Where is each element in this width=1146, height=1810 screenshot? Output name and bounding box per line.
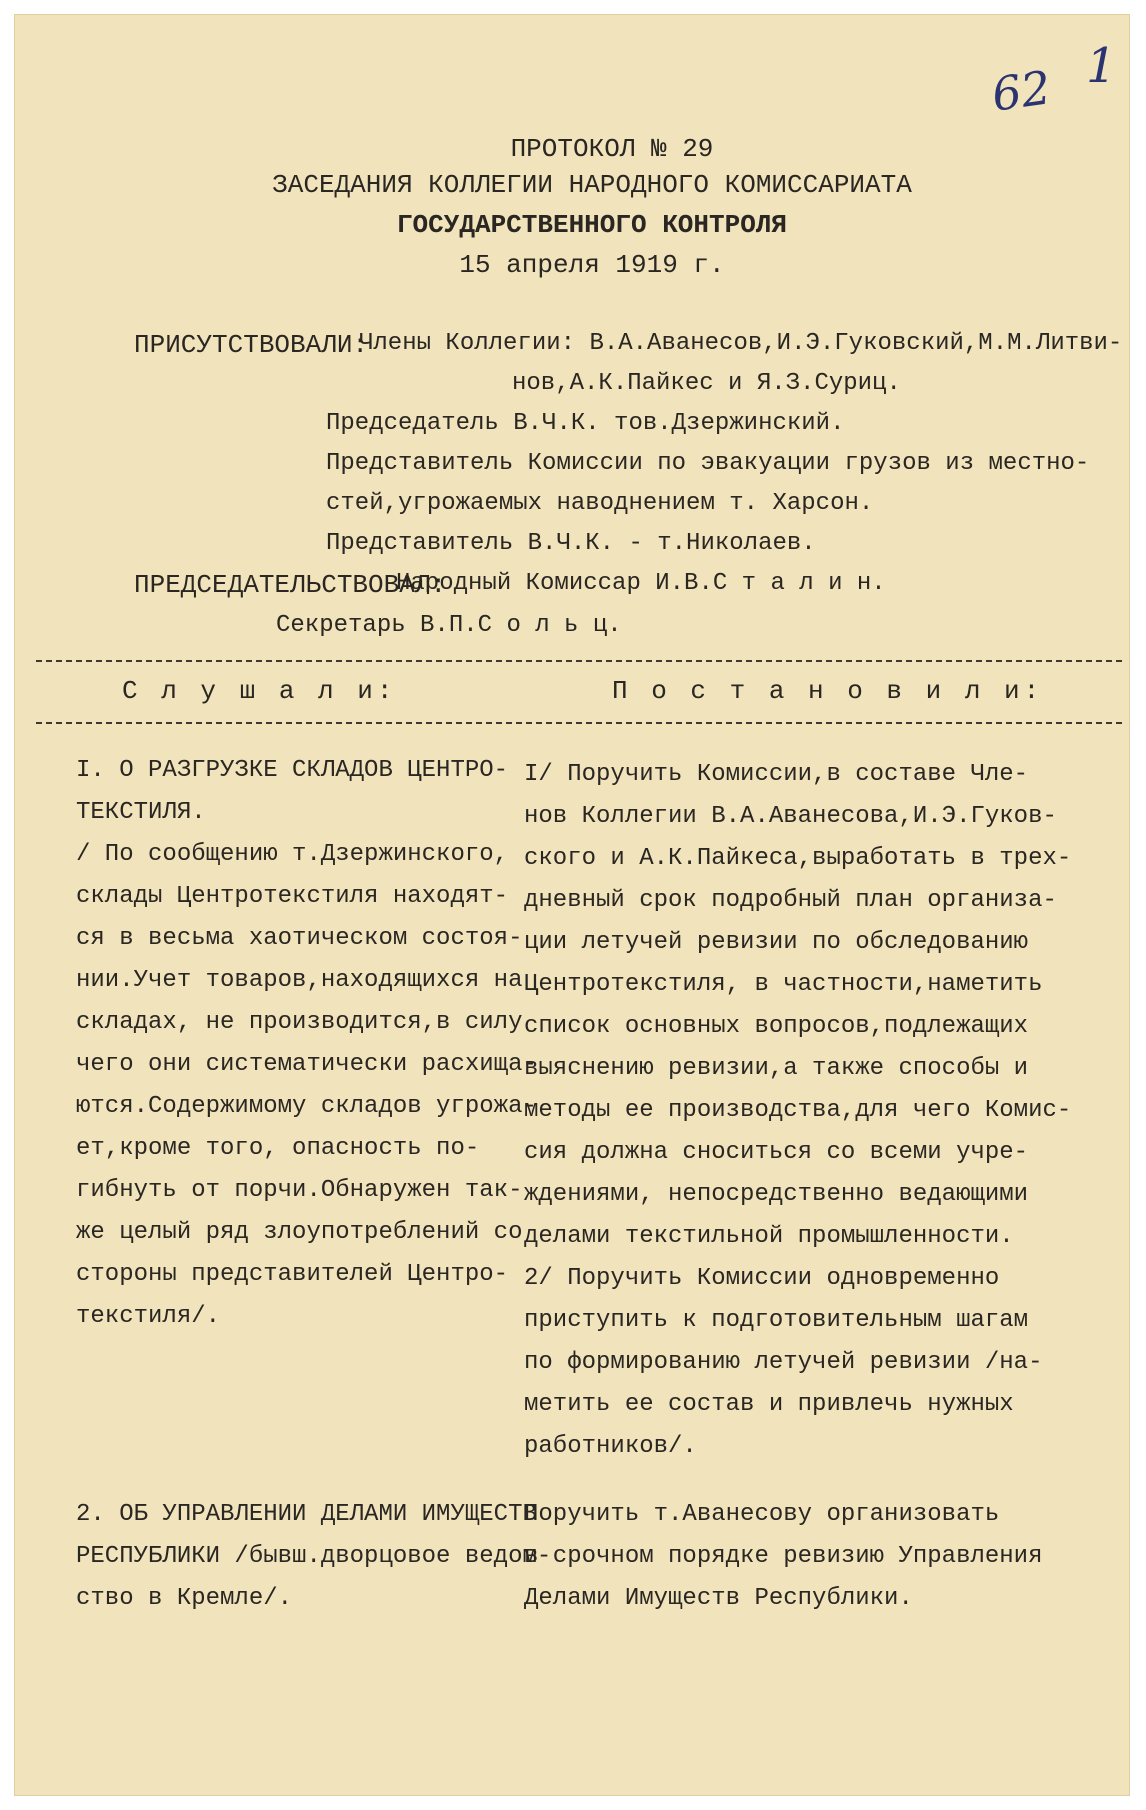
attendance-line-1: Члены Коллегии: В.А.Аванесов,И.Э.Гуковский,М.М.Литви-: [359, 330, 1123, 357]
text-line: делами текстильной промышленности.: [524, 1223, 1014, 1250]
text-line: Центротекстиля, в частности,наметить: [524, 971, 1043, 998]
text-line: работников/.: [524, 1433, 697, 1460]
protocol-title: ПРОТОКОЛ № 29: [510, 134, 714, 164]
text-line: ции летучей ревизии по обследованию: [524, 929, 1029, 956]
column-header-resolved: П о с т а н о в и л и:: [612, 676, 1044, 706]
text-line: ского и А.К.Пайкеса,выработать в трех-: [524, 845, 1072, 872]
chair-text: Народный Комиссар И.В.С т а л и н.: [396, 570, 886, 597]
text-line: нов Коллегии В.А.Аванесова,И.Э.Гуков-: [524, 803, 1057, 830]
text-line: РЕСПУБЛИКИ /бывш.дворцовое ведом-: [76, 1543, 552, 1570]
header-line-1: ЗАСЕДАНИЯ КОЛЛЕГИИ НАРОДНОГО КОМИССАРИАТА: [272, 170, 912, 200]
text-line: гибнуть от порчи.Обнаружен так-: [76, 1177, 523, 1204]
text-line: Поручить т.Аванесову организовать: [524, 1501, 1000, 1528]
text-line: текстиля/.: [76, 1303, 221, 1330]
text-line: / По сообщению т.Дзержинского,: [76, 841, 509, 868]
divider-bottom: [36, 722, 1122, 724]
chair-label: ПРЕДСЕДАТЕЛЬСТВОВАЛ:: [134, 570, 447, 600]
text-line: ТЕКСТИЛЯ.: [76, 799, 206, 826]
item-1-resolved: [524, 754, 1071, 1468]
text-line: выяснению ревизии,а также способы и: [524, 1055, 1029, 1082]
text-line: нии.Учет товаров,находящихся на: [76, 967, 523, 994]
text-line: ждениями, непосредственно ведающими: [524, 1181, 1029, 1208]
text-line: I/ Поручить Комиссии,в составе Чле-: [524, 761, 1029, 788]
text-line: же целый ряд злоупотреблений со: [76, 1219, 523, 1246]
text-line: дневный срок подробный план организа-: [524, 887, 1057, 914]
attendance-line-4: Представитель Комиссии по эвакуации грузов из местно-: [326, 450, 1090, 477]
archive-number-handwritten: 62: [988, 60, 1055, 122]
text-line: ся в весьма хаотическом состоя-: [76, 925, 523, 952]
text-line: 2/ Поручить Комиссии одновременно: [524, 1265, 1000, 1292]
text-line: I. О РАЗГРУЗКЕ СКЛАДОВ ЦЕНТРО-: [76, 757, 509, 784]
header-line-2: ГОСУДАРСТВЕННОГО КОНТРОЛЯ: [396, 210, 788, 240]
text-line: методы ее производства,для чего Комис-: [524, 1097, 1072, 1124]
text-line: 2. ОБ УПРАВЛЕНИИ ДЕЛАМИ ИМУЩЕСТВ: [76, 1501, 537, 1528]
meeting-date: 15 апреля 1919 г.: [459, 250, 725, 280]
secretary-line: Секретарь В.П.С о л ь ц.: [276, 612, 622, 639]
text-line: стороны представителей Центро-: [76, 1261, 509, 1288]
attendance-line-5: стей,угрожаемых наводнением т. Харсон.: [326, 490, 874, 517]
column-header-heard: С л у ш а л и:: [122, 676, 397, 706]
attendance-label: ПРИСУТСТВОВАЛИ:: [134, 330, 369, 360]
item-2-heard: [76, 1494, 551, 1620]
text-line: ство в Кремле/.: [76, 1585, 293, 1612]
attendance-line-2: нов,А.К.Пайкес и Я.З.Суриц.: [512, 370, 901, 397]
text-line: метить ее состав и привлечь нужных: [524, 1391, 1014, 1418]
text-line: список основных вопросов,подлежащих: [524, 1013, 1029, 1040]
item-1-heard: [76, 750, 537, 1338]
text-line: Делами Имуществ Республики.: [524, 1585, 913, 1612]
attendance-line-3: Председатель В.Ч.К. тов.Дзержинский.: [326, 410, 845, 437]
text-line: по формированию летучей ревизии /на-: [524, 1349, 1043, 1376]
text-line: складах, не производится,в силу: [76, 1009, 523, 1036]
page-number-handwritten: 1: [1086, 38, 1117, 94]
text-line: чего они систематически расхища-: [76, 1051, 537, 1078]
text-line: сия должна сноситься со всеми учре-: [524, 1139, 1029, 1166]
text-line: склады Центротекстиля находят-: [76, 883, 509, 910]
item-2-resolved: [524, 1494, 1042, 1620]
text-line: ет,кроме того, опасность по-: [76, 1135, 480, 1162]
text-line: в срочном порядке ревизию Управления: [524, 1543, 1043, 1570]
document-page: [14, 14, 1130, 1796]
text-line: приступить к подготовительным шагам: [524, 1307, 1029, 1334]
text-line: ются.Содержимому складов угрожа-: [76, 1093, 537, 1120]
attendance-line-6: Представитель В.Ч.К. - т.Николаев.: [326, 530, 816, 557]
divider-top: [36, 660, 1122, 662]
